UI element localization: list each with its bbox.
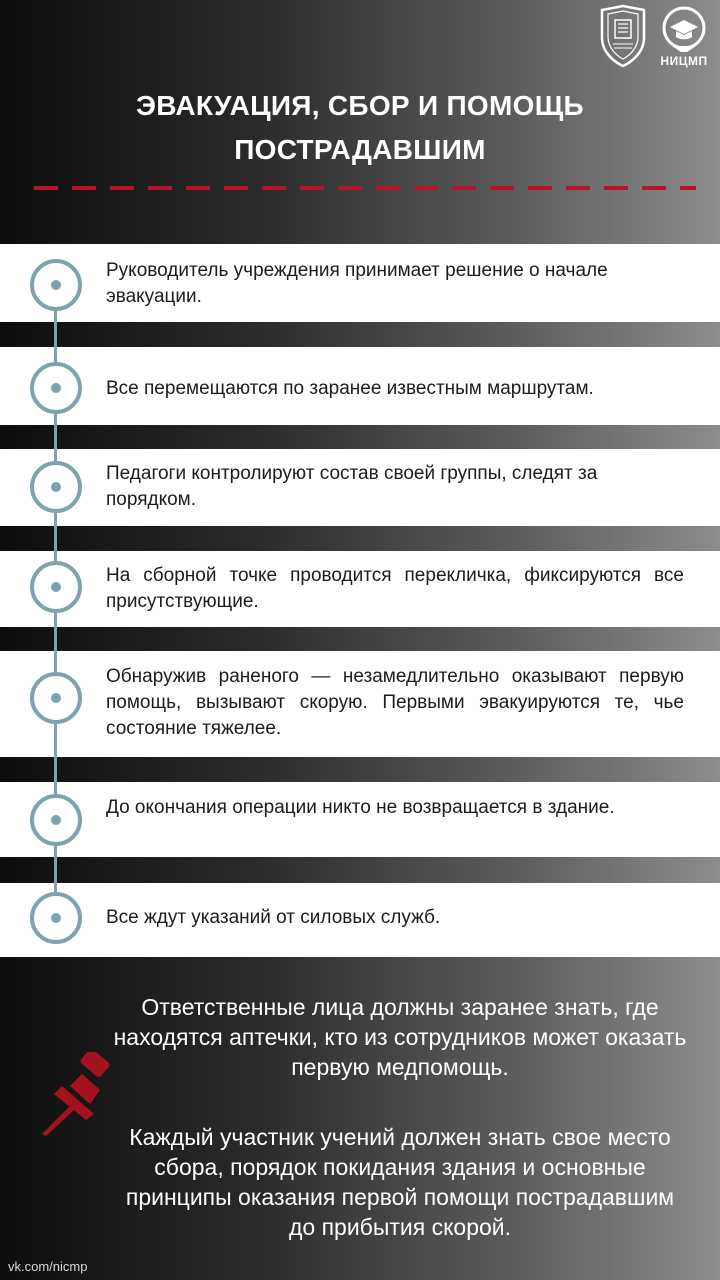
page-title-line-2: ПОСТРАДАВШИМ [234,134,486,165]
step-card-2 [0,347,720,425]
step-text-2: Все перемещаются по заранее известным маршрутам. [106,378,594,399]
step-marker-dot [51,482,61,492]
note-paragraph-1: Ответственные лица должны заранее знать, где находятся аптечки, кто из сотрудников может оказать первую медпомощь. [113,994,687,1080]
step-text-1: Руководитель учреждения принимает решение о начале эвакуации. [106,260,608,307]
step-card-3 [0,449,720,526]
step-marker-7 [30,892,82,944]
note-paragraph-2: Каждый участник учений должен знать свое место сбора, порядок покидания здания и основные принципы оказания первой помощи пострадавшим до прибытия скорой. [125,1124,675,1240]
step-marker-1 [30,259,82,311]
step-text-4: На сборной точке проводится перекличка, фиксируются все присутствующие. [106,565,684,612]
page-title-line-1: ЭВАКУАЦИЯ, СБОР И ПОМОЩЬ [136,90,584,121]
step-marker-5 [30,672,82,724]
step-card-4 [0,551,720,627]
step-marker-2 [30,362,82,414]
step-card-7 [0,883,720,957]
step-card-6 [0,782,720,857]
step-marker-3 [30,461,82,513]
footer-link[interactable]: vk.com/nicmp [8,1259,88,1274]
step-text-5: Обнаружив раненого — незамедлительно оказывают первую помощь, вызывают скорую. Первыми эвакуируются те, чье состояние тяжелее. [106,666,684,739]
step-marker-dot [51,582,61,592]
step-card-5 [0,651,720,757]
step-text-6: До окончания операции никто не возвращается в здание. [106,797,615,818]
step-card-1 [0,244,720,322]
nicmp-logo-text: НИЦМП [660,54,708,68]
step-text-3: Педагоги контролируют состав своей группы, следят за порядком. [106,463,598,510]
step-marker-dot [51,383,61,393]
step-marker-dot [51,913,61,923]
step-marker-dot [51,280,61,290]
step-marker-6 [30,794,82,846]
step-marker-dot [51,693,61,703]
step-marker-4 [30,561,82,613]
step-marker-dot [51,815,61,825]
step-text-7: Все ждут указаний от силовых служб. [106,907,441,928]
